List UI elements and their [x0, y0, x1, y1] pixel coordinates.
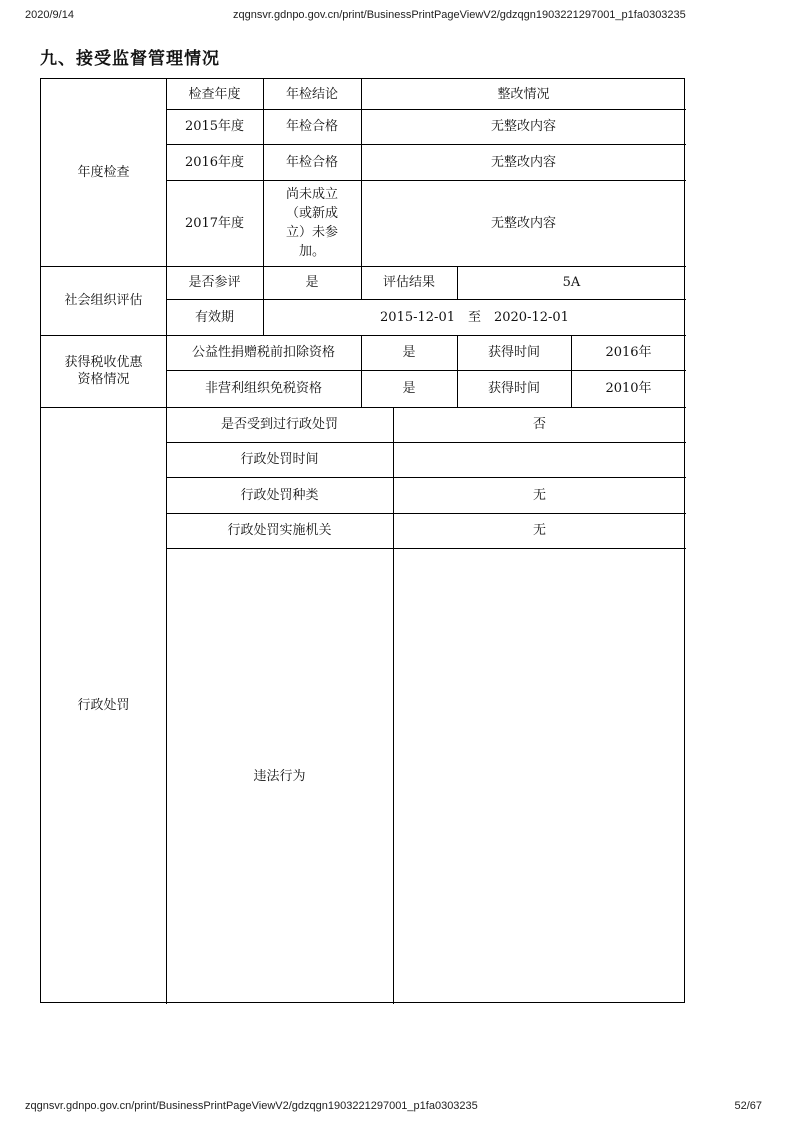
tax-row-2-value: 是: [402, 381, 416, 396]
violation-label: 违法行为: [253, 768, 306, 784]
evaluation-label: 社会组织评估: [64, 293, 143, 308]
participated-value: 是: [305, 275, 319, 290]
annual-inspection-label: 年度检查: [77, 165, 130, 180]
row-2016-conclusion: 年检合格: [285, 154, 338, 170]
row-2016-rectification: 无整改内容: [490, 154, 556, 170]
row-2017-year: 2017年度: [184, 215, 245, 231]
penalty-row-1-name: 是否受到过行政处罚: [220, 417, 338, 432]
result-label: 评估结果: [382, 275, 435, 290]
tax-row-2-time-value: 2010年: [605, 381, 652, 396]
penalty-row-4-name: 行政处罚实施机关: [227, 523, 332, 538]
header-conclusion: 年检结论: [285, 86, 338, 102]
penalty-row-4-value: 无: [532, 523, 546, 538]
print-date: 2020/9/14: [25, 9, 74, 21]
violation-value: [393, 548, 686, 1004]
penalty-label: 行政处罚: [77, 698, 130, 713]
row-2017-rectification: 无整改内容: [490, 215, 556, 231]
penalty-row-2-name: 行政处罚时间: [240, 452, 319, 467]
supervision-table: [40, 78, 685, 1003]
validity-label: 有效期: [194, 309, 234, 325]
penalty-row-3-value: 无: [532, 487, 546, 503]
tax-row-1-time-value: 2016年: [605, 345, 652, 360]
print-url: zqgnsvr.gdnpo.gov.cn/print/BusinessPrintPageViewV2/gdzqgn1903221297001_p1fa0303235: [233, 9, 686, 21]
footer-url: zqgnsvr.gdnpo.gov.cn/print/BusinessPrintPageViewV2/gdzqgn1903221297001_p1fa0303235: [25, 1100, 478, 1112]
penalty-row-1-value: 否: [532, 417, 546, 432]
tax-row-2-time-label: 获得时间: [487, 381, 540, 396]
tax-row-1-name: 公益性捐赠税前扣除资格: [191, 345, 335, 360]
row-2015-rectification: 无整改内容: [490, 119, 556, 134]
section-title: 九、接受监督管理情况: [40, 49, 220, 69]
header-year: 检查年度: [188, 86, 241, 102]
tax-row-1-time-label: 获得时间: [487, 345, 540, 360]
tax-row-2-name: 非营利组织免税资格: [204, 381, 322, 396]
penalty-row-3-name: 行政处罚种类: [240, 487, 319, 503]
row-2015-year: 2015年度: [184, 119, 245, 134]
row-2016-year: 2016年度: [184, 154, 245, 170]
participated-label: 是否参评: [188, 275, 241, 290]
page-number: 52/67: [734, 1100, 762, 1112]
validity-value: 2015-12-01 至 2020-12-01: [380, 309, 569, 325]
tax-label: 获得税收优惠资格情况: [64, 355, 143, 387]
penalty-row-2-value: [393, 442, 686, 477]
row-2017-conclusion: 尚未成立（或新成立）未参加。: [285, 187, 338, 259]
header-rectification: 整改情况: [497, 86, 550, 102]
result-value: 5A: [562, 275, 581, 290]
row-2015-conclusion: 年检合格: [285, 119, 338, 134]
tax-row-1-value: 是: [402, 345, 416, 360]
